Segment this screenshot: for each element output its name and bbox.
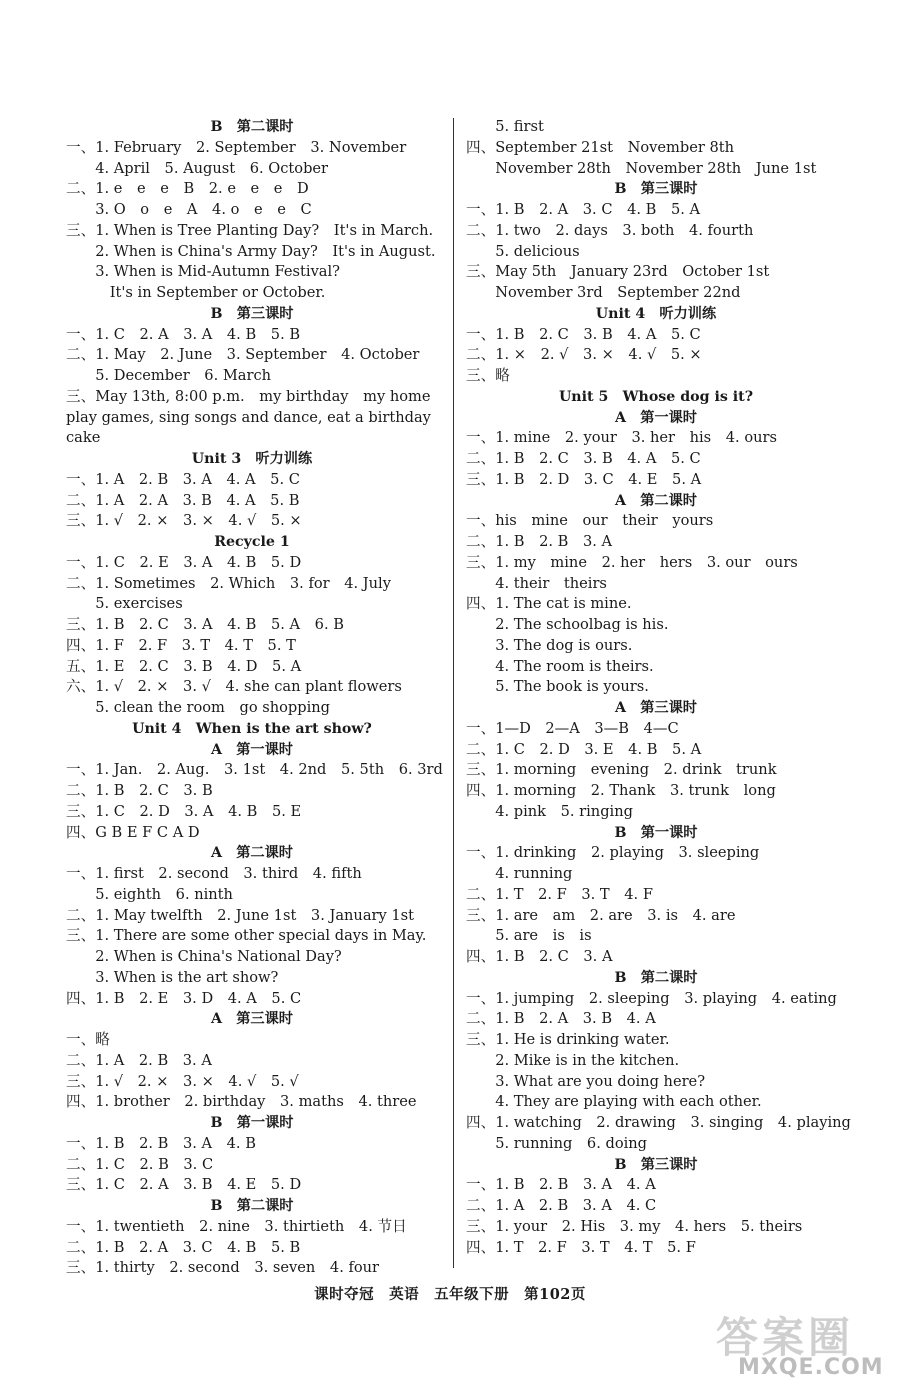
answer-line: 5. running 6. doing: [466, 1134, 648, 1152]
answer-line: 二、1. A 2. A 3. B 4. A 5. B: [66, 491, 300, 509]
answer-line: 五、1. E 2. C 3. B 4. D 5. A: [66, 657, 302, 675]
answer-line: 4. They are playing with each other.: [466, 1093, 762, 1111]
answer-line: It's in September or October.: [66, 284, 326, 301]
answer-line: 二、1. two 2. days 3. both 4. fourth: [466, 221, 754, 239]
section-heading: A 第二课时: [615, 492, 697, 509]
answer-line: play games, sing songs and dance, eat a birthday: [66, 408, 431, 426]
answer-line: 一、his mine our their yours: [466, 512, 714, 530]
section-heading: Unit 3 听力训练: [191, 451, 313, 467]
answer-line: 4. running: [466, 865, 573, 882]
answer-line: 三、1. B 2. C 3. A 4. B 5. A 6. B: [66, 616, 344, 633]
answer-line: 四、1. F 2. F 3. T 4. T 5. T: [66, 636, 296, 654]
answer-line: 4. April 5. August 6. October: [66, 159, 329, 177]
section-heading: A 第二课时: [211, 845, 293, 862]
answer-line: 一、1. first 2. second 3. third 4. fifth: [66, 865, 362, 882]
answer-line: 一、略: [66, 1031, 110, 1048]
answer-line: 四、1. watching 2. drawing 3. singing 4. playing: [466, 1114, 851, 1131]
answer-line: 二、1. C 2. D 3. E 4. B 5. A: [466, 740, 702, 758]
answer-line: 5. exercises: [66, 595, 183, 613]
answer-line: 5. December 6. March: [66, 367, 272, 384]
watermark-logo: [716, 1305, 896, 1385]
answer-line: 5. clean the room go shopping: [66, 699, 331, 716]
answer-line: 一、1. jumping 2. sleeping 3. playing 4. eating: [466, 989, 837, 1007]
answer-line: 三、1. C 2. D 3. A 4. B 5. E: [66, 802, 302, 820]
answer-line: 2. The schoolbag is his.: [466, 616, 669, 633]
section-heading: B 第三课时: [614, 181, 698, 198]
answer-line: 二、1. A 2. B 3. A: [66, 1051, 212, 1069]
section-heading: A 第三课时: [211, 1011, 293, 1028]
answer-line: November 28th November 28th June 1st: [466, 159, 817, 177]
answer-line: 一、1. B 2. A 3. C 4. B 5. A: [466, 201, 701, 218]
answer-line: 四、G B E F C A D: [66, 823, 200, 841]
answer-line: 4. The room is theirs.: [466, 657, 654, 675]
page-footer: 课时夺冠 英语 五年级下册 第102页: [314, 1286, 586, 1303]
answer-line: 二、1. C 2. B 3. C: [66, 1155, 214, 1173]
answer-line: 一、1. A 2. B 3. A 4. A 5. C: [66, 470, 300, 488]
watermark-cn: 答案圈: [716, 1313, 855, 1362]
answer-line: 四、1. B 2. E 3. D 4. A 5. C: [66, 989, 302, 1007]
answer-line: 2. When is China's National Day?: [66, 948, 342, 965]
left-answer-column: [66, 117, 443, 1279]
section-heading: B 第一课时: [210, 1115, 294, 1131]
answer-line: 一、1. twentieth 2. nine 3. thirtieth 4. 节日: [66, 1217, 407, 1235]
answer-line: 一、1. mine 2. your 3. her his 4. ours: [466, 429, 777, 447]
answer-line: 三、1. He is drinking water.: [466, 1031, 670, 1048]
answer-line: 三、May 13th, 8:00 p.m. my birthday my home: [66, 387, 431, 405]
right-answer-column: [466, 117, 851, 1258]
answer-line: 三、1. C 2. A 3. B 4. E 5. D: [66, 1176, 302, 1194]
answer-line: 一、1—D 2—A 3—B 4—C: [466, 719, 679, 737]
answer-line: 三、略: [466, 367, 510, 384]
answer-line: November 3rd September 22nd: [466, 284, 741, 301]
answer-line: 5. first: [466, 118, 544, 135]
answer-line: 三、1. There are some other special days in May.: [66, 927, 427, 945]
answer-line: 一、1. B 2. B 3. A 4. A: [466, 1176, 656, 1194]
answer-line: 一、1. C 2. A 3. A 4. B 5. B: [66, 325, 301, 343]
answer-line: 二、1. May twelfth 2. June 1st 3. January 1st: [66, 906, 415, 924]
section-heading: Unit 5 Whose dog is it?: [558, 388, 754, 405]
answer-line: 三、1. your 2. His 3. my 4. hers 5. theirs: [466, 1217, 803, 1235]
section-heading: B 第二课时: [210, 1198, 294, 1214]
answer-line: 四、1. T 2. F 3. T 4. T 5. F: [466, 1238, 696, 1256]
answer-line: 三、1. √ 2. × 3. × 4. √ 5. ×: [66, 512, 302, 530]
answer-line: 2. Mike is in the kitchen.: [466, 1051, 680, 1069]
answer-line: 二、1. Sometimes 2. Which 3. for 4. July: [66, 574, 391, 592]
answer-line: 3. When is Mid-Autumn Festival?: [66, 263, 341, 281]
answer-line: 三、1. thirty 2. second 3. seven 4. four: [66, 1259, 380, 1277]
answer-line: 三、1. B 2. D 3. C 4. E 5. A: [466, 470, 702, 488]
section-heading: B 第三课时: [614, 1156, 698, 1173]
answer-line: 四、1. morning 2. Thank 3. trunk long: [466, 782, 776, 799]
answer-line: 2. When is China's Army Day? It's in August.: [66, 242, 436, 260]
answer-line: 4. pink 5. ringing: [466, 802, 633, 820]
answer-line: 二、1. B 2. C 3. B 4. A 5. C: [466, 450, 701, 467]
answer-line: 四、1. brother 2. birthday 3. maths 4. three: [66, 1093, 417, 1111]
column-divider: [453, 118, 454, 1268]
answer-line: 5. The book is yours.: [466, 678, 649, 696]
answer-line: 3. When is the art show?: [66, 968, 279, 986]
answer-line: 二、1. B 2. A 3. B 4. A: [466, 1010, 656, 1028]
answer-line: 一、1. drinking 2. playing 3. sleeping: [466, 844, 760, 862]
answer-line: 三、May 5th January 23rd October 1st: [466, 263, 770, 281]
answer-line: 二、1. B 2. A 3. C 4. B 5. B: [66, 1238, 301, 1256]
answer-line: 三、1. my mine 2. her hers 3. our ours: [466, 553, 798, 571]
answer-line: 一、1. B 2. C 3. B 4. A 5. C: [466, 325, 701, 343]
watermark-en: MXQE.COM: [738, 1355, 884, 1380]
section-heading: B 第一课时: [614, 824, 698, 841]
answer-line: 5. eighth 6. ninth: [66, 885, 233, 903]
answer-line: 三、1. √ 2. × 3. × 4. √ 5. √: [66, 1072, 299, 1090]
section-heading: A 第一课时: [211, 741, 293, 758]
answer-line: 六、1. √ 2. × 3. √ 4. she can plant flowers: [66, 678, 402, 696]
answer-line: 三、1. When is Tree Planting Day? It's in March.: [66, 221, 434, 239]
answer-line: 4. their theirs: [466, 574, 607, 592]
section-heading: B 第二课时: [210, 119, 294, 135]
answer-line: 三、1. morning evening 2. drink trunk: [466, 761, 777, 779]
answer-line: 二、1. B 2. B 3. A: [466, 533, 613, 550]
answer-line: 3. The dog is ours.: [466, 636, 633, 654]
answer-line: 一、1. February 2. September 3. November: [66, 138, 407, 156]
section-heading: Recycle 1: [214, 534, 290, 550]
answer-line: 二、1. May 2. June 3. September 4. October: [66, 346, 420, 364]
answer-line: 3. What are you doing here?: [466, 1072, 706, 1090]
answer-line: 四、1. B 2. C 3. A: [466, 948, 613, 965]
answer-line: 二、1. e e e B 2. e e e D: [66, 180, 309, 198]
answer-line: 5. delicious: [466, 242, 580, 260]
answer-line: 二、1. × 2. √ 3. × 4. √ 5. ×: [466, 346, 702, 364]
answer-line: 三、1. are am 2. are 3. is 4. are: [466, 906, 736, 924]
answer-line: 二、1. T 2. F 3. T 4. F: [466, 885, 653, 903]
section-heading: A 第三课时: [615, 700, 697, 716]
section-heading: B 第二课时: [614, 969, 698, 986]
section-heading: B 第三课时: [210, 305, 294, 322]
answer-line: 二、1. A 2. B 3. A 4. C: [466, 1197, 657, 1214]
section-heading: A 第一课时: [615, 409, 697, 426]
answer-line: 3. O o e A 4. o e e C: [66, 201, 312, 218]
answer-line: 一、1. Jan. 2. Aug. 3. 1st 4. 2nd 5. 5th 6. 3rd: [66, 761, 443, 779]
answer-line: 二、1. B 2. C 3. B: [66, 782, 213, 799]
section-heading: Unit 4 When is the art show?: [132, 720, 372, 737]
answer-line: 四、1. The cat is mine.: [466, 595, 632, 613]
answer-line: 一、1. C 2. E 3. A 4. B 5. D: [66, 553, 302, 571]
answer-line: 一、1. B 2. B 3. A 4. B: [66, 1134, 256, 1152]
section-heading: Unit 4 听力训练: [595, 305, 717, 322]
answer-line: 5. are is is: [466, 927, 592, 945]
answer-line: cake: [66, 429, 101, 447]
answer-line: 四、September 21st November 8th: [466, 138, 735, 156]
